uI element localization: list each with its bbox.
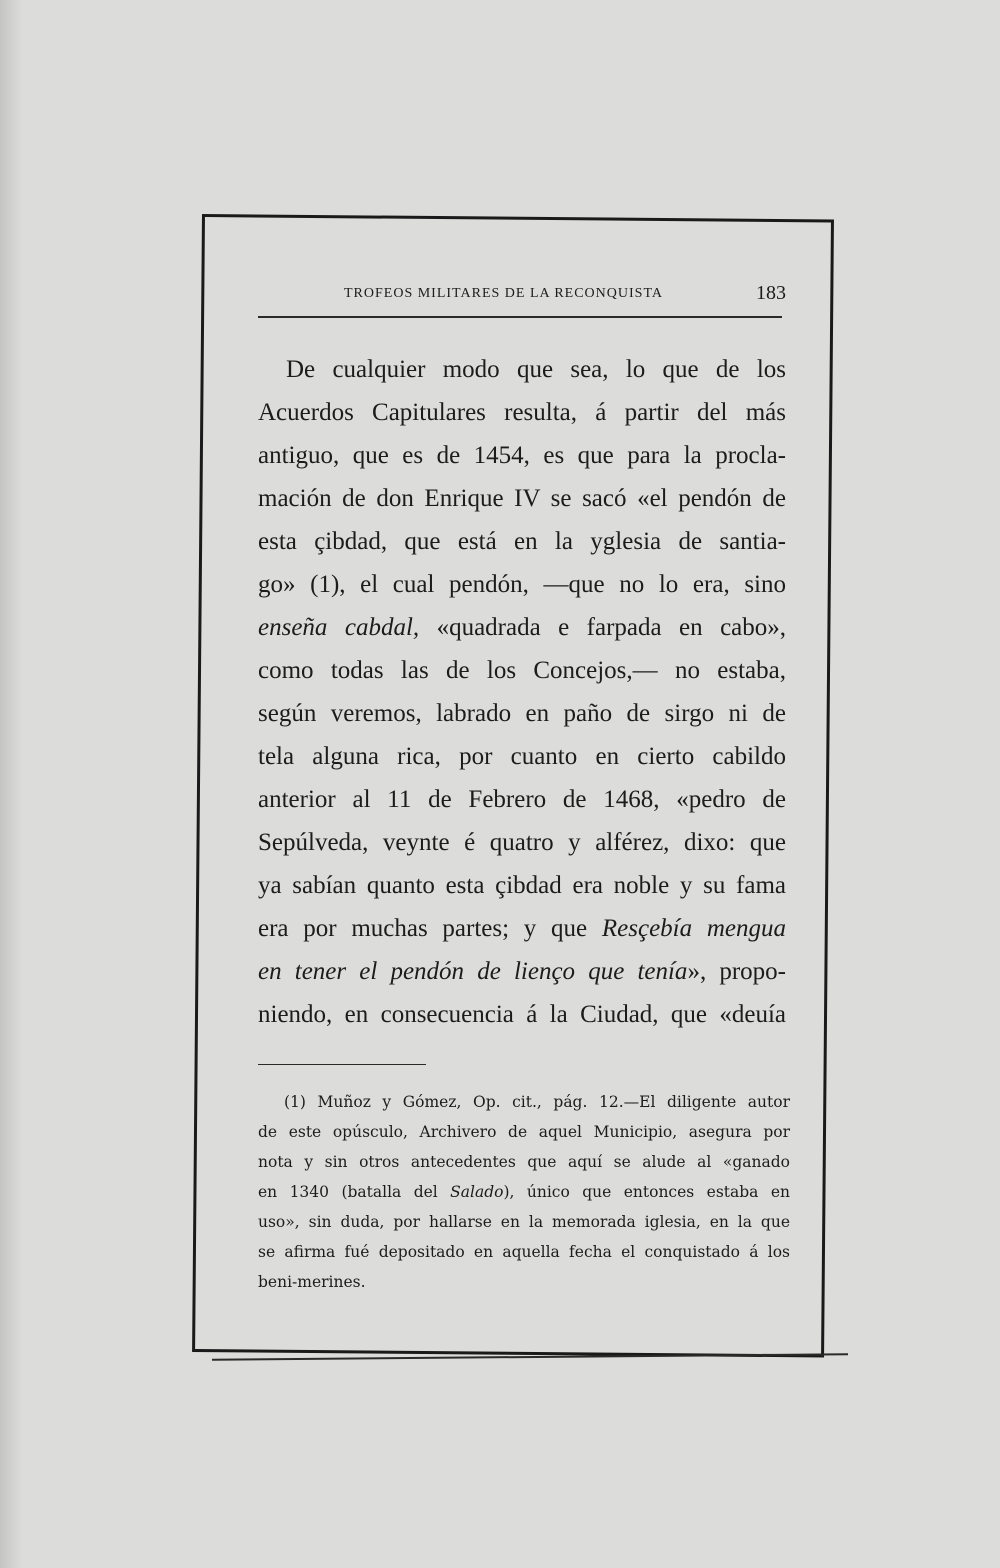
body-line bbox=[258, 821, 786, 864]
text-segment: Acuerdos Capitulares resulta, á partir del más bbox=[258, 399, 786, 426]
text-segment: esta çibdad, que está en la yglesia de santia- bbox=[258, 528, 786, 555]
text-segment: nota y sin otros antecedentes que aquí se alude al «ganado bbox=[258, 1153, 790, 1171]
footnote-line bbox=[258, 1207, 790, 1237]
running-title: TROFEOS MILITARES DE LA RECONQUISTA bbox=[344, 286, 663, 301]
body-line bbox=[258, 348, 786, 391]
body-line bbox=[258, 950, 786, 993]
italic-text: en tener el pendón de lienço que tenía bbox=[258, 958, 688, 985]
text-segment: Sepúlveda, veynte é quatro y alférez, dixo: que bbox=[258, 829, 786, 856]
body-line bbox=[258, 778, 786, 821]
footnote-line bbox=[258, 1147, 790, 1177]
italic-text: Resçebía mengua bbox=[601, 915, 786, 942]
italic-text: enseña cabdal, bbox=[258, 614, 420, 641]
text-segment: antiguo, que es de 1454, es que para la procla- bbox=[258, 442, 786, 469]
text-segment: De cualquier modo que sea, lo que de los bbox=[286, 356, 786, 383]
body-line bbox=[258, 649, 786, 692]
footnote-line bbox=[258, 1267, 790, 1297]
body-line bbox=[258, 477, 786, 520]
text-segment: », propo- bbox=[687, 958, 786, 985]
text-segment: ), único que entonces estaba en bbox=[503, 1183, 790, 1201]
body-line bbox=[258, 606, 786, 649]
text-segment: como todas las de los Concejos,— no estaba, bbox=[258, 657, 786, 684]
text-segment: se afirma fué depositado en aquella fecha el conquistado á los bbox=[258, 1243, 790, 1261]
text-segment: uso», sin duda, por hallarse en la memorada iglesia, en la que bbox=[258, 1213, 790, 1231]
text-segment: tela alguna rica, por cuanto en cierto cabildo bbox=[258, 743, 786, 770]
header-rule bbox=[258, 316, 782, 318]
text-segment: (1) Muñoz y Gómez, Op. cit., pág. 12.—El diligente autor bbox=[284, 1093, 790, 1111]
text-segment: ya sabían quanto esta çibdad era noble y su fama bbox=[258, 872, 786, 899]
footnote-line bbox=[258, 1177, 790, 1207]
footnote-line bbox=[258, 1087, 790, 1117]
page-content bbox=[258, 282, 790, 1297]
running-head bbox=[258, 282, 786, 316]
text-segment: de este opúsculo, Archivero de aquel Municipio, asegura por bbox=[258, 1123, 790, 1141]
body-line bbox=[258, 735, 786, 778]
text-segment: en 1340 (batalla del bbox=[258, 1183, 451, 1201]
text-segment: mación de don Enrique IV se sacó «el pendón de bbox=[258, 485, 786, 512]
body-text bbox=[258, 348, 786, 1036]
body-line bbox=[258, 993, 786, 1036]
text-segment: era por muchas partes; y que bbox=[258, 915, 602, 942]
text-segment: go» (1), el cual pendón, —que no lo era, sino bbox=[258, 571, 786, 598]
italic-text: Salado bbox=[450, 1183, 504, 1201]
footnote bbox=[258, 1087, 790, 1297]
body-line bbox=[258, 434, 786, 477]
text-segment: niendo, en consecuencia á la Ciudad, que «deuía bbox=[258, 1001, 786, 1028]
body-line bbox=[258, 391, 786, 434]
text-segment: anterior al 11 de Febrero de 1468, «pedro de bbox=[258, 786, 786, 813]
body-line bbox=[258, 520, 786, 563]
footnote-rule bbox=[258, 1064, 426, 1065]
body-line bbox=[258, 563, 786, 606]
text-segment: beni-merines. bbox=[258, 1273, 366, 1291]
text-segment: «quadrada e farpada en cabo», bbox=[419, 614, 787, 641]
body-line bbox=[258, 864, 786, 907]
page-edge-shadow bbox=[0, 0, 22, 1568]
page-number: 183 bbox=[756, 282, 786, 304]
footnote-line bbox=[258, 1117, 790, 1147]
body-line bbox=[258, 907, 786, 950]
footnote-line bbox=[258, 1237, 790, 1267]
body-line bbox=[258, 692, 786, 735]
text-segment: según veremos, labrado en paño de sirgo ni de bbox=[258, 700, 786, 727]
